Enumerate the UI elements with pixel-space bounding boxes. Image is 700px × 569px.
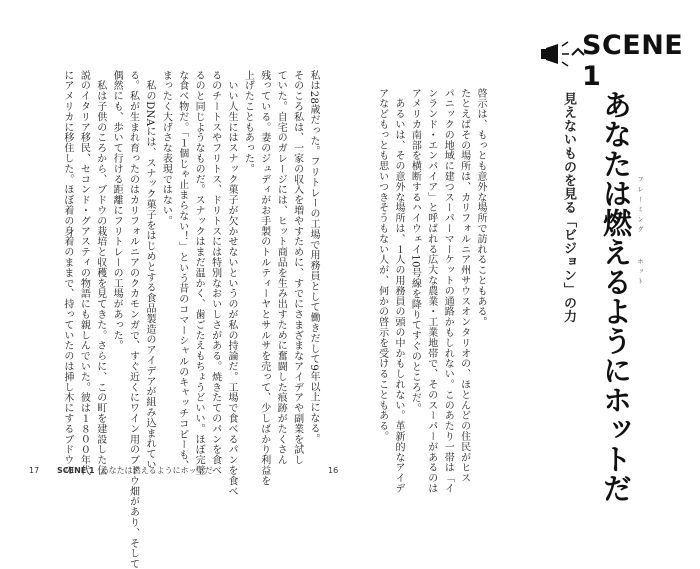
body-line: 啓示は、もっとも意外な場所で訪れることもある。	[475, 88, 486, 328]
body-line: パニックの地域に建つスーパーマーケットの通路かもしれない。このあたり一帯は「イ	[442, 88, 454, 494]
body-line: 偶然にも、歩いて行ける距離にフリトレーの工場があった。	[111, 70, 123, 351]
body-line: まったく大げさな表現ではない。	[160, 70, 172, 226]
body-line: にアメリカに移住した。ほぼ着の身着のままで、持っていたのは挿し木にするブドウの	[61, 70, 73, 476]
title-ruby-hot: ホット	[636, 258, 643, 288]
body-line: 私のDNAには、スナック菓子をはじめとする食品製造のアイデアが組み込まれてい	[143, 70, 155, 470]
body-line: ていた。自宅のガレージには、ヒット商品を生み出すために奮闘した痕跡がたくさん	[275, 70, 287, 466]
body-line: 説のイタリア移民、セコンド・グアスティの物語にも親しんでいた。彼は１８００年代	[78, 70, 90, 476]
right-page-number: 16	[328, 466, 339, 475]
body-line: な食べ物だ。「１個じゃ止まらない！」という昔のコマーシャルのキャッチコピーも、	[176, 70, 188, 471]
running-header	[57, 465, 213, 476]
body-line: 私は28歳だった。フリトレーの工場で用務員として働きだして9年以上になる。	[308, 70, 319, 444]
body-line: いい人生にはスナック菓子が欠かせないというのが私の持論だ。工場で食べるパンを食べ	[225, 70, 237, 497]
body-line: るのと同じようなものだ。スナックはまだ温かく、歯ごたえもちょうどいい。ほぼ完璧	[193, 70, 205, 476]
body-line: たとえばその場所は、カリフォルニア州サウスオンタリオの、ほとんどの住民がヒス	[458, 88, 470, 484]
body-line: アなどもっとも思いつきそうもない人が、何かの啓示を受けることもある。	[376, 88, 388, 442]
body-line: あるいは、その意外な場所は、１人の用務員の頭の中かもしれない。革新的なアイデ	[392, 88, 404, 494]
body-line: る。私が生まれ育ったのはカリフォルニアのクカモンガで、すぐ近くにワイン用のブドウ畑があり、そして	[127, 70, 139, 569]
left-page-number: 17	[29, 466, 40, 475]
body-line: 残っている。妻のジュディがお手製のトルティーヤとサルサを売って、少しばかり利益を	[258, 70, 270, 486]
body-line: るのチートスやフリトス、ドリトスには特別なおいしさがある。焼きたてのパンを食べ	[209, 70, 221, 476]
running-scene: SCENE 1	[57, 466, 95, 475]
title-ruby-flaming: フレーミング	[636, 176, 643, 236]
right-body-text	[376, 88, 488, 494]
running-title: あなたは燃えるようにホットだ	[100, 466, 213, 475]
body-line: ンランド・エンパイア」と呼ばれる広大な農業・工業地帯で、そのスーパーがあるのは	[425, 88, 437, 494]
body-line: 私は子供のころから、ブドウの栽培と収穫を見てきた。さらに、この町を建設した伝	[94, 70, 106, 476]
body-line: 上げたこともあった。	[242, 70, 254, 174]
chapter-subtitle: 見えないものを見る「ビジョン」の力	[561, 92, 576, 324]
scene-label: SCENE 1	[582, 30, 684, 92]
body-line: アメリカ南部を横断するハイウェイ10号線を降りてすぐのところだ。	[409, 88, 421, 414]
chapter-title: あなたは燃えるようにホットだ	[599, 90, 633, 503]
body-line: そのころ私は、一家の収入を増やすために、すでにさまざまなアイデアや副業を試し	[291, 70, 303, 466]
